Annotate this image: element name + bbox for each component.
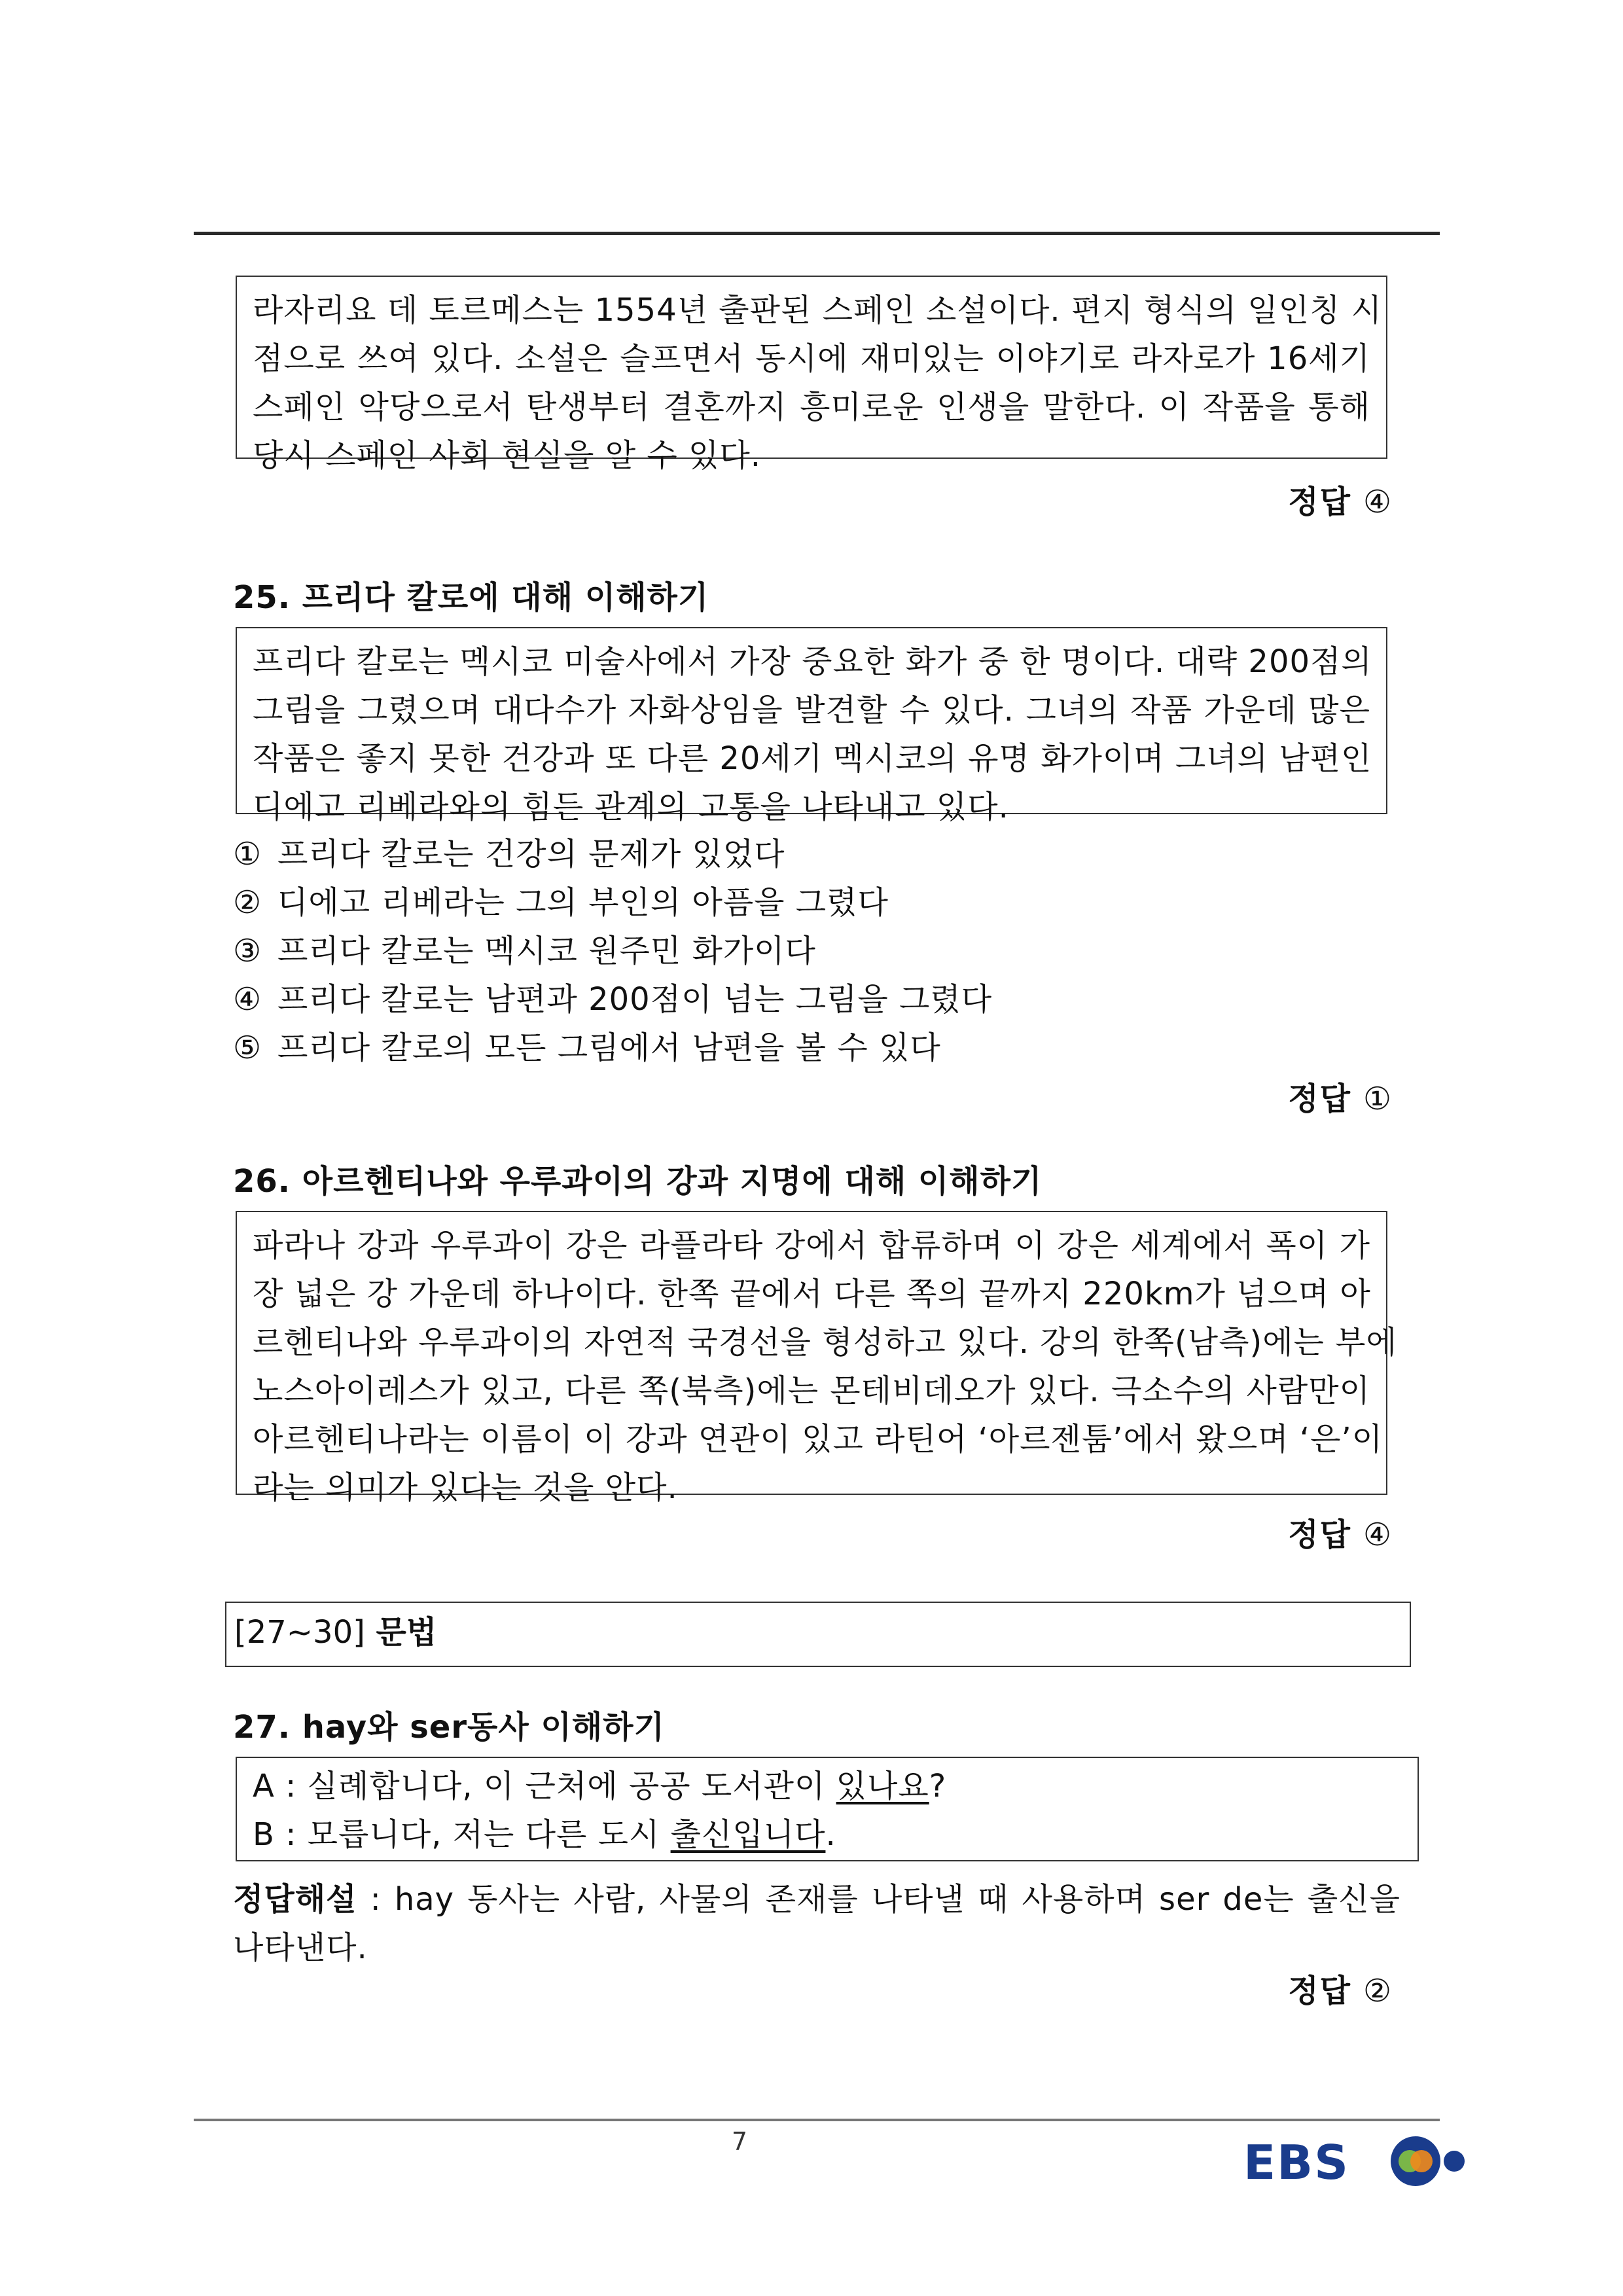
option-text: 프리다 칼로는 남편과 200점이 넘는 그림을 그렸다 xyxy=(277,981,993,1018)
logo-text: EBS xyxy=(1243,2135,1349,2190)
answer-label: 정답 xyxy=(1288,1973,1351,2009)
answer-label: 정답 xyxy=(1288,1516,1351,1553)
passage-line: 스페인 악당으로서 탄생부터 결혼까지 흥미로운 인생을 말한다. 이 작품을 통해 xyxy=(253,389,1370,425)
passage-line: 라는 의미가 있다는 것을 안다. xyxy=(253,1469,678,1506)
dialogue-text: B : 모릅니다, 저는 다른 도시 xyxy=(253,1816,671,1853)
logo-mark-icon xyxy=(1243,2127,1466,2199)
explanation-line xyxy=(233,1875,1400,1924)
answer-mark: ④ xyxy=(1363,1516,1393,1553)
dialogue-line-a xyxy=(253,1762,1402,1810)
passage-box-26 xyxy=(236,1211,1397,1506)
page-number: 7 xyxy=(731,2127,748,2156)
answer-mark: ④ xyxy=(1363,484,1393,520)
explanation-text: : hay 동사는 사람, 사물의 존재를 나타낼 때 사용하며 ser de는 출신을 xyxy=(357,1881,1400,1918)
passage-line: 르헨티나와 우루과이의 자연적 국경선을 형성하고 있다. 강의 한쪽(남측)에는 부에 xyxy=(253,1324,1397,1361)
section-range: [27~30] xyxy=(234,1614,365,1651)
option-3 xyxy=(233,925,816,971)
option-number: ① xyxy=(233,836,262,872)
option-5 xyxy=(233,1022,941,1067)
passage-line: 점으로 쓰여 있다. 소설은 슬프면서 동시에 재미있는 이야기로 라자로가 16세기 xyxy=(253,340,1370,377)
answer-mark: ① xyxy=(1363,1081,1393,1117)
option-text: 프리다 칼로의 모든 그림에서 남편을 볼 수 있다 xyxy=(277,1030,941,1066)
section-title: 문법 xyxy=(376,1614,437,1651)
answer-25 xyxy=(1288,1073,1393,1119)
passage-line: 디에고 리베라와의 힘든 관계의 고통을 나타내고 있다. xyxy=(253,789,1009,825)
dialogue-text: A : 실례합니다, 이 근처에 공공 도서관이 xyxy=(253,1768,836,1804)
option-number: ③ xyxy=(233,933,262,969)
passage-line: 아르헨티나라는 이름이 이 강과 연관이 있고 라틴어 ‘아르젠툼’에서 왔으며 ‘은’이 xyxy=(253,1421,1383,1458)
option-1 xyxy=(233,829,785,874)
underlined-word: 출신입니다 xyxy=(670,1816,826,1853)
explanation-label: 정답해설 xyxy=(233,1881,357,1918)
passage-line: 프리다 칼로는 멕시코 미술사에서 가장 중요한 화가 중 한 명이다. 대략 200점의 xyxy=(253,643,1372,680)
passage-line: 그림을 그렸으며 대다수가 자화상임을 발견할 수 있다. 그녀의 작품 가운데 많은 xyxy=(253,692,1370,728)
option-text: 디에고 리베라는 그의 부인의 아픔을 그렸다 xyxy=(277,884,889,921)
answer-26 xyxy=(1288,1509,1393,1554)
answer-label: 정답 xyxy=(1288,1081,1351,1117)
passage-line: 장 넓은 강 가운데 하나이다. 한쪽 끝에서 다른 쪽의 끝까지 220km가 넘으며 아 xyxy=(253,1276,1371,1312)
dialogue-text: ? xyxy=(929,1768,947,1804)
passage-line: 파라나 강과 우루과이 강은 라플라타 강에서 합류하며 이 강은 세계에서 폭이 가 xyxy=(253,1227,1370,1264)
passage-line: 라자리요 데 토르메스는 1554년 출판된 스페인 소설이다. 편지 형식의 일인칭 시 xyxy=(253,292,1383,329)
dialogue-box-27 xyxy=(236,1757,1419,1861)
question-heading-26: 26. 아르헨티나와 우루과이의 강과 지명에 대해 이해하기 xyxy=(233,1163,1043,1200)
passage-box-24 xyxy=(236,276,1387,474)
underlined-word: 있나요 xyxy=(836,1768,929,1804)
passage-line: 노스아이레스가 있고, 다른 쪽(북측)에는 몬테비데오가 있다. 극소수의 사람만이 xyxy=(253,1372,1370,1409)
explanation-27 xyxy=(233,1875,1400,1972)
answer-mark: ② xyxy=(1363,1973,1393,2009)
question-heading-25: 25. 프리다 칼로에 대해 이해하기 xyxy=(233,579,709,616)
option-number: ⑤ xyxy=(233,1030,262,1066)
option-text: 프리다 칼로는 건강의 문제가 있었다 xyxy=(277,836,785,872)
explanation-line: 나타낸다. xyxy=(233,1929,368,1966)
footer-rule xyxy=(194,2119,1440,2121)
section-header xyxy=(225,1602,1411,1667)
option-2 xyxy=(233,877,889,922)
answer-27 xyxy=(1288,1965,1393,2011)
option-number: ④ xyxy=(233,981,262,1018)
option-4 xyxy=(233,974,992,1019)
option-text: 프리다 칼로는 멕시코 원주민 화가이다 xyxy=(277,933,816,969)
ebs-logo xyxy=(1243,2127,1466,2199)
question-heading-27: 27. hay와 ser동사 이해하기 xyxy=(233,1709,665,1746)
passage-box-25 xyxy=(236,627,1387,825)
answer-label: 정답 xyxy=(1288,484,1351,520)
header-rule xyxy=(194,232,1440,235)
dialogue-line-b xyxy=(253,1810,1402,1859)
dialogue-text: . xyxy=(825,1816,836,1853)
passage-line: 당시 스페인 사회 현실을 알 수 있다. xyxy=(253,437,761,474)
answer-24 xyxy=(1288,476,1393,522)
option-number: ② xyxy=(233,884,262,921)
passage-line: 작품은 좋지 못한 건강과 또 다른 20세기 멕시코의 유명 화가이며 그녀의 남편인 xyxy=(253,740,1372,777)
